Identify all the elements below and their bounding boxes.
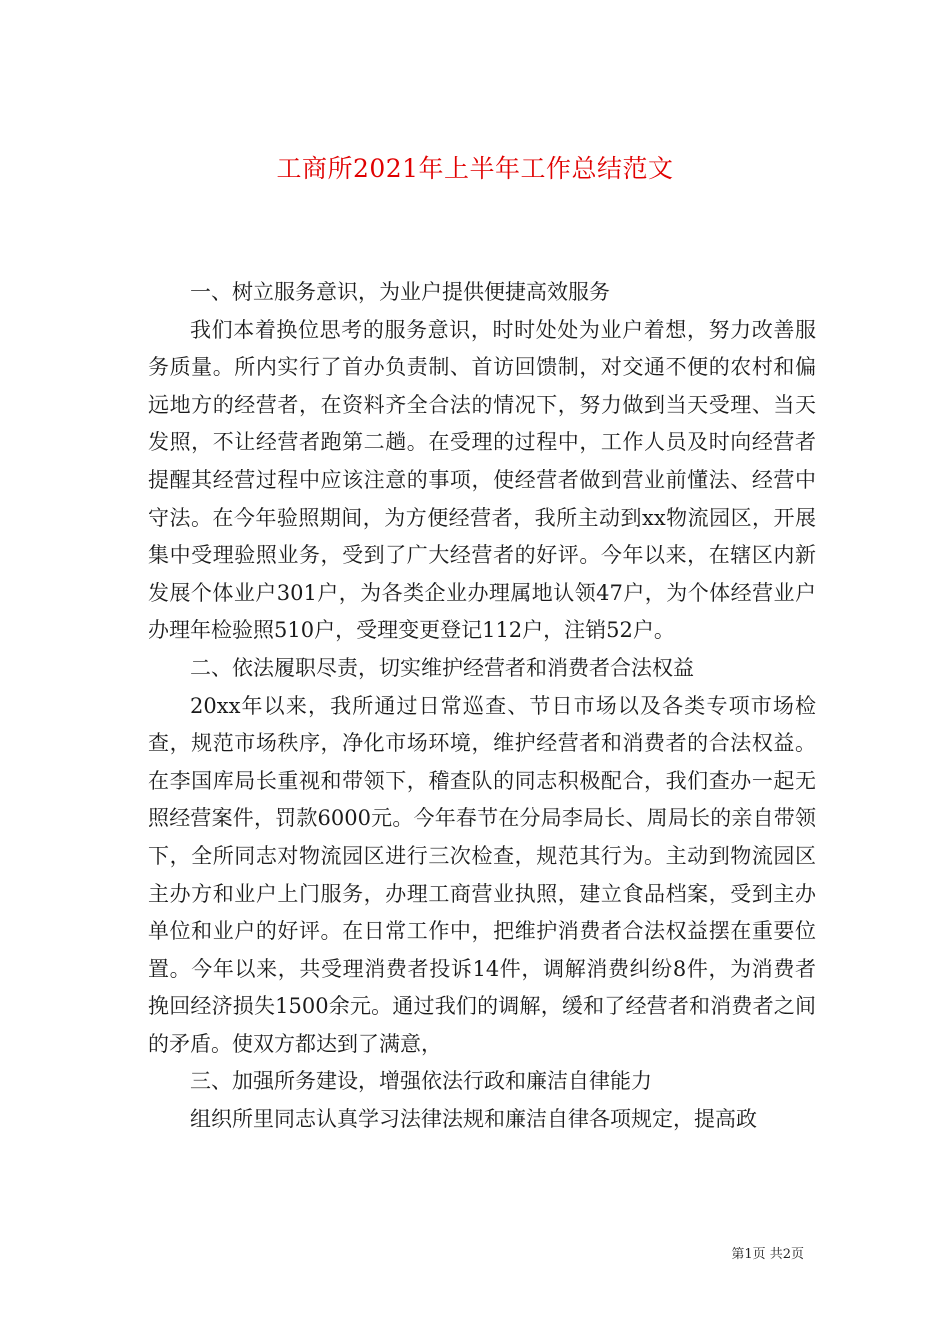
section-heading-3: 三、加强所务建设，增强依法行政和廉洁自律能力 bbox=[190, 1069, 652, 1094]
section-paragraph-3: 组织所里同志认真学习法律法规和廉洁自律各项规定，提高政 bbox=[190, 1107, 757, 1132]
section-heading-1: 一、树立服务意识，为业户提供便捷高效服务 bbox=[190, 280, 610, 304]
section-paragraph-1: 我们本着换位思考的服务意识，时时处处为业户着想，努力改善服务质量。所内实行了首办负责制、首访回馈制，对交通不便的农村和偏远地方的经营者，在资料齐全合法的情况下，努力做到当天受理、当天发照，不让经营者跑第二趟。在受理的过程中，工作人员及时向经营者提醒其经营过程中应该注意的事项，使经营者做到营业前懂法、经营中守法。在今年验照期间，为方便经营者，我所主动到xx物流园区，开展集中受理验照业务，受到了广大经营者的好评。今年以来，在辖区内新发展个体业户301户，为各类企业办理属地认领47户，为个体经营业户办理年检验照510户，受理变更登记112户，注销52户。 bbox=[148, 317, 816, 643]
section-heading-2: 二、依法履职尽责，切实维护经营者和消费者合法权益 bbox=[190, 655, 694, 680]
document-title: 工商所2021年上半年工作总结范文 bbox=[276, 153, 674, 183]
page-number: 第1页 共2页 bbox=[731, 1247, 804, 1262]
section-paragraph-2: 20xx年以来，我所通过日常巡查、节日市场以及各类专项市场检查，规范市场秩序，净化市场环境，维护经营者和消费者的合法权益。在李国库局长重视和带领下，稽查队的同志积极配合，我们查办一起无照经营案件，罚款6000元。今年春节在分局李局长、周局长的亲自带领下，全所同志对物流园区进行三次检查，规范其行为。主动到物流园区主办方和业户上门服务，办理工商营业执照，建立食品档案，受到主办单位和业户的好评。在日常工作中，把维护消费者合法权益摆在重要位置。今年以来，共受理消费者投诉14件，调解消费纠纷8件，为消费者挽回经济损失1500余元。通过我们的调解，缓和了经营者和消费者之间的矛盾。使双方都达到了满意， bbox=[148, 693, 816, 1056]
document-body bbox=[148, 274, 816, 1139]
